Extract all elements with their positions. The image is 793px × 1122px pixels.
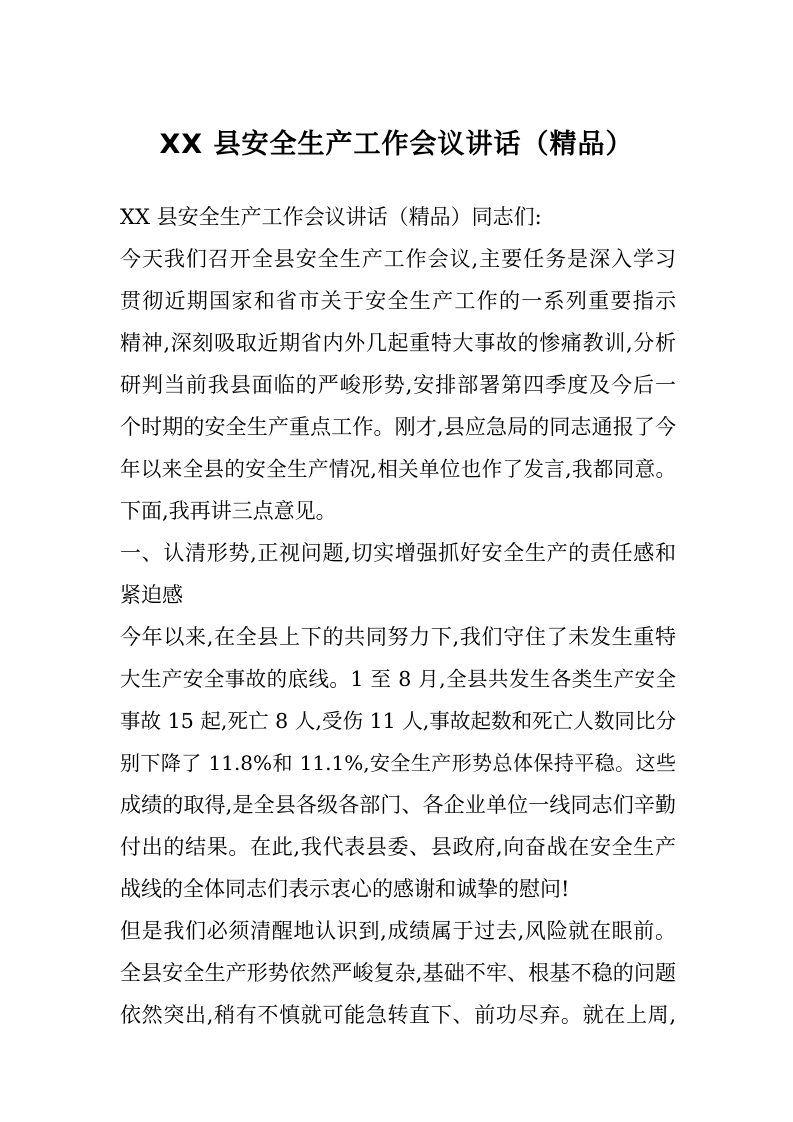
body-line: 贯彻近期国家和省市关于安全生产工作的一系列重要指示 [120,289,676,313]
body-line: 精神,深刻吸取近期省内外几起重特大事故的惨痛教训,分析 [120,331,676,355]
body-line: 事故 15 起,死亡 8 人,受伤 11 人,事故起数和死亡人数同比分 [120,709,676,733]
document-title: XX 县安全生产工作会议讲话（精品） [159,129,634,160]
body-line: 别下降了 11.8%和 11.1%,安全生产形势总体保持平稳。这些 [120,751,676,775]
body-line: 今年以来,在全县上下的共同努力下,我们守住了未发生重特 [120,625,676,649]
body-line: 成绩的取得,是全县各级各部门、各企业单位一线同志们辛勤 [120,793,676,817]
body-line: 依然突出,稍有不慎就可能急转直下、前功尽弃。就在上周, [120,1003,676,1027]
body-line: XX 县安全生产工作会议讲话（精品）同志们: [120,205,542,229]
body-line: 战线的全体同志们表示衷心的感谢和诚挚的慰问! [120,877,570,901]
body-line: 大生产安全事故的底线。1 至 8 月,全县共发生各类生产安全 [120,667,676,691]
body-line: 年以来全县的安全生产情况,相关单位也作了发言,我都同意。 [120,457,676,481]
section-heading-line: 一、认清形势,正视问题,切实增强抓好安全生产的责任感和 [120,541,676,565]
body-line: 但是我们必须清醒地认识到,成绩属于过去,风险就在眼前。 [120,919,676,943]
body-line: 个时期的安全生产重点工作。刚才,县应急局的同志通报了今 [120,415,676,439]
body-line: 今天我们召开全县安全生产工作会议,主要任务是深入学习 [120,247,676,271]
body-line: 全县安全生产形势依然严峻复杂,基础不牢、根基不稳的问题 [120,961,676,985]
body-line: 下面,我再讲三点意见。 [120,499,337,523]
section-heading-line: 紧迫感 [120,583,183,607]
body-line: 付出的结果。在此,我代表县委、县政府,向奋战在安全生产 [120,835,676,859]
body-line: 研判当前我县面临的严峻形势,安排部署第四季度及今后一 [120,373,676,397]
document-body [120,196,676,1036]
